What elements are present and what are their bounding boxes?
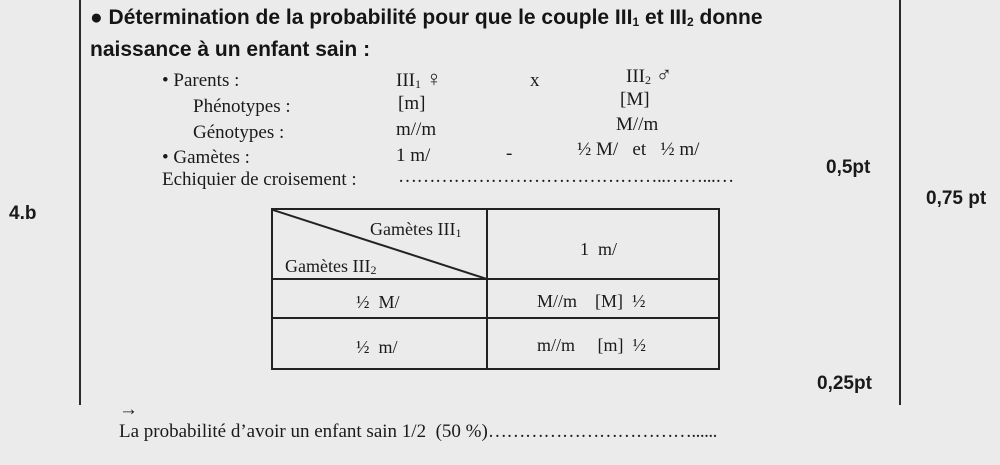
right-margin-line [899, 0, 901, 405]
parent1 [396, 66, 442, 92]
gametes-parent1: 1 m/ [396, 145, 431, 166]
parents-label [162, 70, 239, 92]
heading-part1: Détermination de la probabilité pour que le couple III [108, 6, 633, 29]
parents-label-text: Parents : [173, 70, 240, 91]
heading-bullet: ● [90, 6, 103, 29]
corner-bottom-sub: 2 [370, 263, 377, 277]
parent2 [626, 62, 672, 88]
corner-top-label [370, 219, 461, 240]
row2-result: m//m [m] ½ [537, 335, 646, 355]
corner-top-text: Gamètes III [370, 219, 456, 239]
conclusion [100, 377, 717, 465]
parent1-base: III [396, 70, 415, 91]
female-symbol: ♀ [425, 66, 443, 91]
gametes-label [162, 147, 250, 169]
side-score: 0,75 pt [926, 188, 987, 209]
question-number: 4.b [9, 203, 37, 224]
left-margin-line [79, 0, 81, 405]
echiquier-dots: ……………………………………..……...… [398, 166, 734, 187]
genotypes-label: Génotypes : [193, 122, 285, 143]
section-heading [90, 6, 763, 30]
phenotype-parent1: [m] [398, 93, 426, 114]
conclusion-score: 0,25pt [817, 373, 872, 394]
row2-gamete: ½ m/ [356, 337, 398, 357]
table-column-divider [486, 210, 488, 368]
parent2-base: III [626, 66, 645, 87]
gametes-parent2: ½ M/ et ½ m/ [577, 139, 700, 160]
conclusion-text: La probabilité d’avoir un enfant sain 1/2 (50 %) [119, 421, 488, 442]
table-row-divider [273, 317, 718, 319]
heading-part2: et III [639, 6, 687, 29]
gametes-bullet: • [162, 147, 169, 168]
conclusion-dots: ……………………………...... [487, 421, 717, 442]
row1-gamete: ½ M/ [356, 292, 400, 312]
genotype-parent2: M//m [616, 114, 659, 135]
phenotypes-label: Phénotypes : [193, 96, 291, 117]
corner-bottom-text: Gamètes III [285, 256, 371, 276]
section-heading-line2: naissance à un enfant sain : [90, 38, 371, 61]
heading-sub1: 1 [632, 15, 640, 29]
parent2-sub: 2 [644, 73, 651, 87]
parents-bullet: • [162, 70, 169, 91]
phenotype-parent2: [M] [620, 89, 650, 110]
echiquier-score: 0,5pt [826, 157, 871, 178]
heading-sub2: 2 [686, 15, 694, 29]
corner-bottom-label [285, 256, 376, 277]
conclusion-arrow: → [119, 399, 138, 420]
col-header-gamete: 1 m/ [580, 239, 618, 259]
table-row-divider [273, 278, 718, 280]
heading-part3: donne [693, 6, 763, 29]
gametes-label-text: Gamètes : [173, 147, 250, 168]
row1-result: M//m [M] ½ [537, 291, 646, 311]
corner-top-sub: 1 [455, 226, 462, 240]
male-symbol: ♂ [655, 62, 673, 87]
cross-symbol: x [530, 70, 540, 91]
punnett-table [271, 208, 720, 370]
echiquier-label: Echiquier de croisement : [162, 169, 357, 190]
gametes-dash: - [506, 143, 513, 164]
parent1-sub: 1 [414, 77, 421, 91]
genotype-parent1: m//m [396, 119, 437, 140]
